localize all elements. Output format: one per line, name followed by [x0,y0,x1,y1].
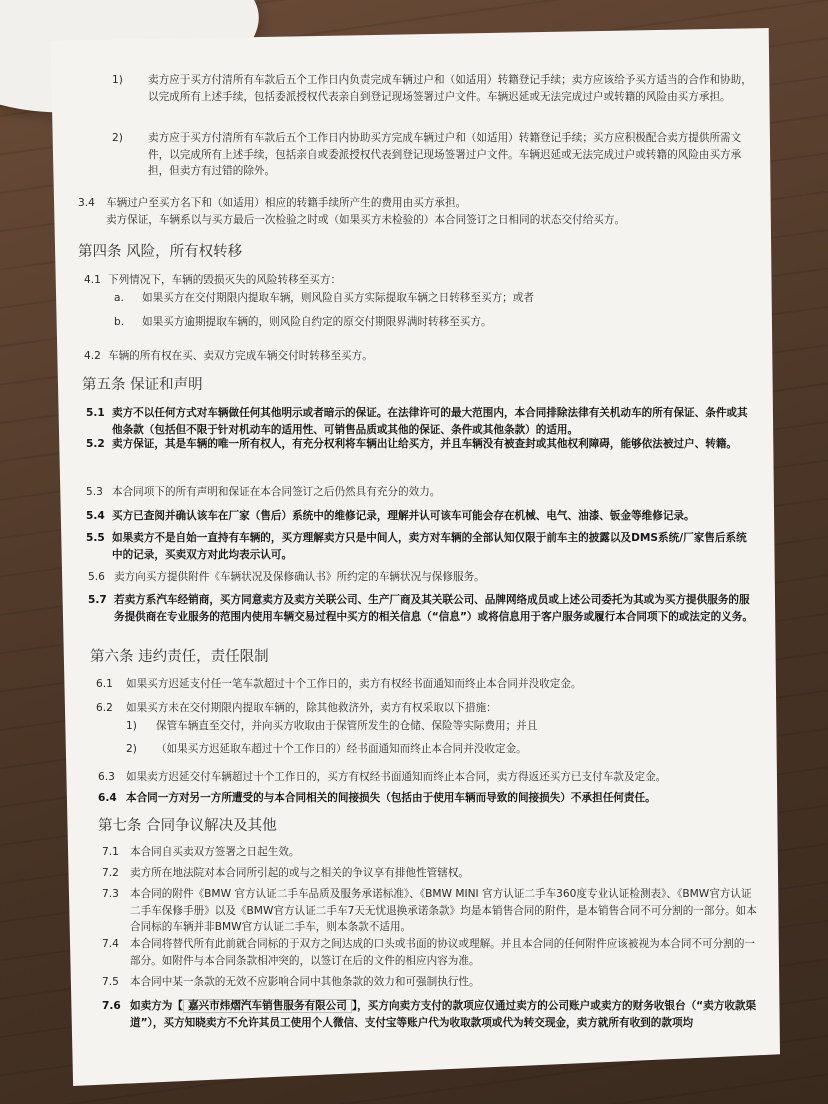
clause-5-3 [86,484,754,501]
item-number: 1) [112,74,123,86]
clause-number: 3.4 [78,197,95,209]
clause-number: 4.2 [84,350,101,362]
clause-5-7 [88,592,754,625]
clause-6-1 [96,676,756,693]
clause-number: 7.1 [102,846,119,858]
item-2 [112,130,752,180]
clause-6-4 [98,790,758,807]
clause-5-5 [86,530,754,563]
clause-number: 7.4 [102,938,119,950]
clause-6-3 [98,769,758,786]
clause-text: 本合同自买卖双方签署之日起生效。 [130,846,300,858]
clause-text: 本合同项下的所有声明和保证在本合同签订之后仍然具有充分的效力。 [112,486,441,498]
clause-number: 5.3 [86,486,103,498]
clause-text: 买方已查阅并确认该车在厂家（售后）系统中的维修记录，理解并认可该车可能会存在机械、电气、油漆、钣金等维修记录。 [112,510,695,522]
clause-text: 本合同中某一条款的无效不应影响合同中其他条款的效力和可强制执行性。 [130,976,480,988]
heading-article-5: 第五条 保证和声明 [82,377,203,393]
clause-prefix: 如卖方为【 [130,1000,183,1012]
clause-number: 5.1 [86,407,105,419]
clause-7-1 [102,844,758,861]
clause-text: 本合同一方对另一方所遭受的与本合同相关的间接损失（包括由于使用车辆而导致的间接损失）不承担任何责任。 [126,792,656,804]
clause-number: 5.4 [86,510,105,522]
heading-article-6: 第六条 违约责任，责任限制 [90,649,269,665]
clause-number: 5.6 [88,571,105,583]
clause-text: 如果卖方迟延交付车辆超过十个工作日的，买方有权经书面通知而终止本合同，卖方得返还买方已支付车款及定金。 [126,771,667,783]
clause-number: a. [114,292,124,304]
clause-3-4 [78,195,738,228]
clause-number: 7.2 [102,867,119,879]
clause-4-2 [84,348,724,365]
item-number: 2) [112,132,123,144]
clause-number: 5.5 [86,532,105,544]
clause-number: 7.5 [102,976,119,988]
clause-text: 车辆过户至买方名下和（如适用）相应的转籍手续所产生的费用由买方承担。 [106,197,467,209]
clause-text: 卖方不以任何方式对车辆做任何其他明示或者暗示的保证。在法律许可的最大范围内，本合同排除法律有关机动车的所有保证、条件或其他条款（包括但不限于针对机动车的适用性、可销售品质或其他的保证、条件或其他条款）的适用。 [112,407,748,436]
clause-5-2 [86,436,754,453]
clause-suffix: 】，买方向卖方支付的款项应仅通过卖方的公司账户或卖方的财务收银台（“卖方收款渠道”），买方知晓卖方不允许其员工使用个人微信、支付宝等账户代为收取款项或代为转交现金，卖方就所有收到的款项均 [130,1000,757,1029]
contract-text [78,64,768,1074]
clause-7-5 [102,974,762,991]
clause-6-2-1 [126,718,746,735]
clause-number: 6.2 [96,702,113,714]
clause-text: 若卖方系汽车经销商，买方同意卖方及卖方关联公司、生产厂商及其关联公司、品牌网络成员或上述公司委托为其或为买方提供服务的服务提供商在专业服务的范围内使用车辆交易过程中买方的相关信息（“信息”）或将信息用于客户服务或履行本合同项下的或法定的义务。 [114,594,753,623]
clause-7-6 [102,998,762,1031]
clause-text [102,998,762,1031]
clause-number: 7.3 [102,888,119,900]
clause-text: 本合同的附件《BMW 官方认证二手车品质及服务承诺标准》、《BMW MINI 官方认证二手车360度专业认证检测表》、《BMW官方认证二手车保修手册》以及《BMW官方认证二手车7天无忧退换承诺条款》均是本销售合同的附件，是本销售合同不可分割的一部分。如本合同标的车辆并非BMW官方认证二手车，则本条款不适用。 [130,888,757,933]
clause-number: 2) [126,743,137,755]
clause-text: 卖方保证，其是车辆的唯一所有权人，有充分权利将车辆出让给买方，并且车辆没有被查封或其他权利障碍，能够依法被过户、转籍。 [112,438,738,450]
clause-text: 下列情况下，车辆的毁损灭失的风险转移至买方： [108,274,342,286]
clause-number: 7.6 [102,1000,121,1012]
clause-text: 如果买方未在交付期限内提取车辆的，除其他救济外，卖方有权采取以下措施： [126,702,497,714]
clause-number: 6.3 [98,771,115,783]
item-text: 卖方应于买方付清所有车款后五个工作日内协助买方完成车辆过户和（如适用）转籍登记手续；买方应积极配合卖方提供所需文件，以完成所有上述手续，包括亲自或委派授权代表到登记现场签署过户文件。车辆迟延或无法完成过户或转籍的风险由买方承担，但卖方有过错的除外。 [148,132,742,177]
clause-number: 1) [126,720,137,732]
clause-5-1 [86,405,754,438]
clause-7-2 [102,865,758,882]
heading-article-7: 第七条 合同争议解决及其他 [98,818,277,834]
clause-4-1 [84,272,724,289]
clause-number: 6.4 [98,792,117,804]
item-text: 卖方应于买方付清所有车款后五个工作日内负责完成车辆过户和（如适用）转籍登记手续；卖方应该给予买方适当的合作和协助，以完成所有上述手续，包括委派授权代表亲自到登记现场签署过户文件。车辆迟延或无法完成过户或转籍的风险由买方承担。 [148,74,752,103]
clause-text: （如果买方迟延取车超过十个工作日的）经书面通知而终止本合同并没收定金。 [156,743,527,755]
clause-number: 5.2 [86,438,105,450]
clause-number: b. [114,316,125,328]
item-1 [112,72,752,105]
clause-number: 5.7 [88,594,107,606]
clause-5-6 [88,569,754,586]
clause-text: 如果卖方不是自始一直持有车辆的，买方理解卖方只是中间人，卖方对车辆的全部认知仅限于前车主的披露以及DMS系统/厂家售后系统中的记录，买卖双方对此均表示认可。 [112,532,747,561]
clause-text: 保管车辆直至交付，并向买方收取由于保管所发生的仓储、保险等实际费用；并且 [156,720,538,732]
clause-text: 卖方所在地法院对本合同所引起的或与之相关的争议享有排他性管辖权。 [130,867,469,879]
clause-text: 车辆的所有权在买、卖双方完成车辆交付时转移至买方。 [108,350,373,362]
clause-number: 6.1 [96,678,113,690]
clause-text-2: 卖方保证，车辆系以与买方最后一次检验之时或（如果买方未检验的）本合同签订之日相同的状态交付给买方。 [106,213,626,226]
clause-text: 本合同将替代所有此前就合同标的于双方之间达成的口头或书面的协议或理解。并且本合同的任何附件应该被视为本合同不可分割的一部分。如附件与本合同条款相冲突的，以签订在后的文件的相应内容为准。 [130,938,756,967]
clause-6-2-2 [126,741,746,758]
clause-number: 4.1 [84,274,101,286]
clause-6-2 [96,700,756,717]
clause-7-4 [102,936,762,969]
heading-article-4: 第四条 风险，所有权转移 [78,244,243,260]
clause-text: 卖方向买方提供附件《车辆状况及保修确认书》所约定的车辆状况与保修服务。 [114,571,485,583]
clause-4-1-a [114,290,734,307]
clause-7-3 [102,886,762,936]
seller-company-name: 嘉兴市炜熠汽车销售服务有限公司 [183,999,352,1013]
clause-text: 如果买方在交付期限内提取车辆，则风险自买方实际提取车辆之日转移至买方；或者 [142,292,534,304]
clause-text: 如果买方迟延支付任一笔车款超过十个工作日的，卖方有权经书面通知而终止本合同并没收定金。 [126,678,582,690]
clause-4-1-b [114,314,734,331]
clause-text: 如果买方逾期提取车辆的，则风险自约定的原交付期限界满时转移至买方。 [142,316,492,328]
clause-5-4 [86,508,754,525]
